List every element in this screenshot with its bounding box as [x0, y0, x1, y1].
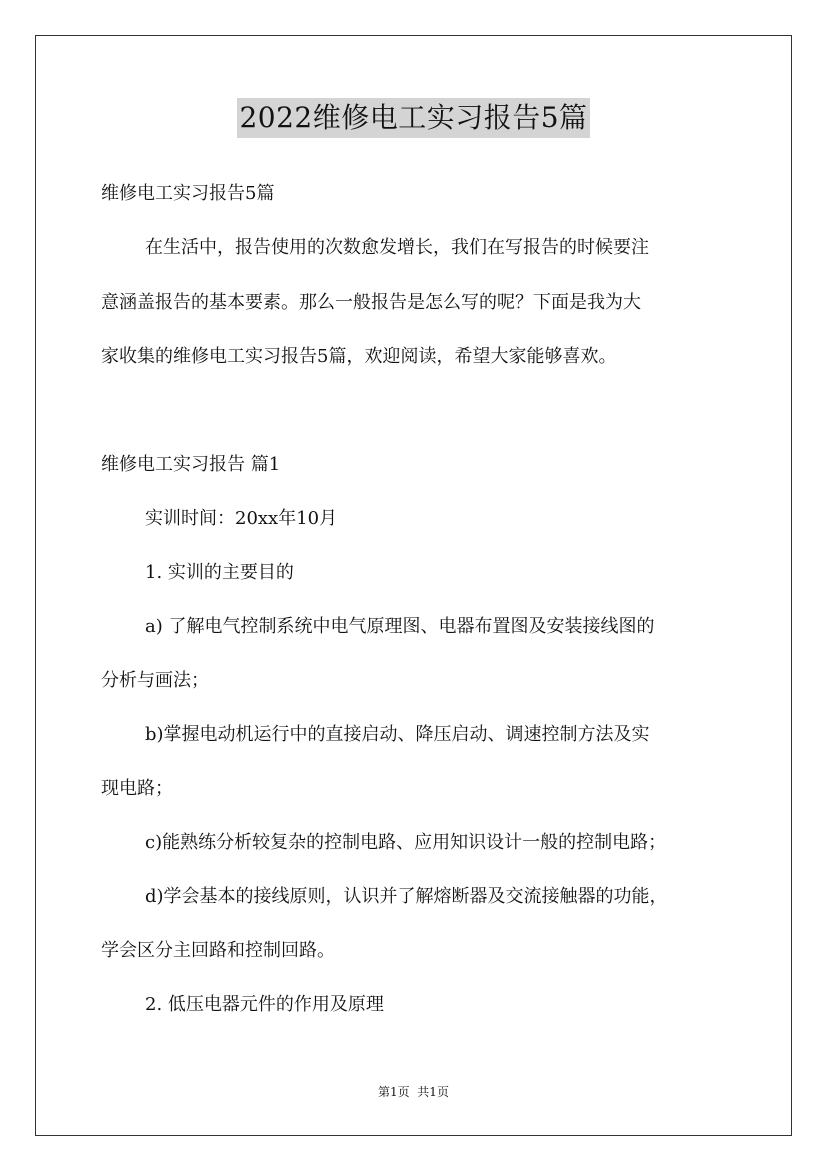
paragraph-line: c)能熟练分析较复杂的控制电路、应用知识设计一般的控制电路； [145, 832, 667, 853]
document-subtitle: 维修电工实习报告5篇 [101, 183, 275, 204]
paragraph-line: d)学会基本的接线原则，认识并了解熔断器及交流接触器的功能， [145, 886, 668, 907]
section-heading: 维修电工实习报告 篇1 [101, 454, 281, 475]
paragraph-line: 分析与画法； [101, 670, 209, 691]
paragraph-line: b)掌握电动机运行中的直接启动、降压启动、调速控制方法及实 [145, 724, 650, 745]
title-container [0, 98, 827, 138]
page-number-footer: 第1页 共1页 [378, 1085, 449, 1099]
paragraph-line: a) 了解电气控制系统中电气原理图、电器布置图及安装接线图的 [145, 616, 655, 637]
document-title: 2022维修电工实习报告5篇 [237, 98, 589, 138]
intro-line-3: 家收集的维修电工实习报告5篇，欢迎阅读，希望大家能够喜欢。 [101, 346, 617, 367]
paragraph-line: 学会区分主回路和控制回路。 [101, 940, 335, 961]
paragraph-line: 1. 实训的主要目的 [145, 562, 294, 583]
paragraph-line: 实训时间：20xx年10月 [145, 508, 338, 529]
paragraph-line: 2. 低压电器元件的作用及原理 [145, 994, 384, 1015]
intro-line-2: 意涵盖报告的基本要素。那么一般报告是怎么写的呢？下面是我为大 [101, 292, 641, 313]
paragraph-line: 现电路； [101, 778, 173, 799]
intro-line-1: 在生活中，报告使用的次数愈发增长，我们在写报告的时候要注 [145, 237, 649, 258]
